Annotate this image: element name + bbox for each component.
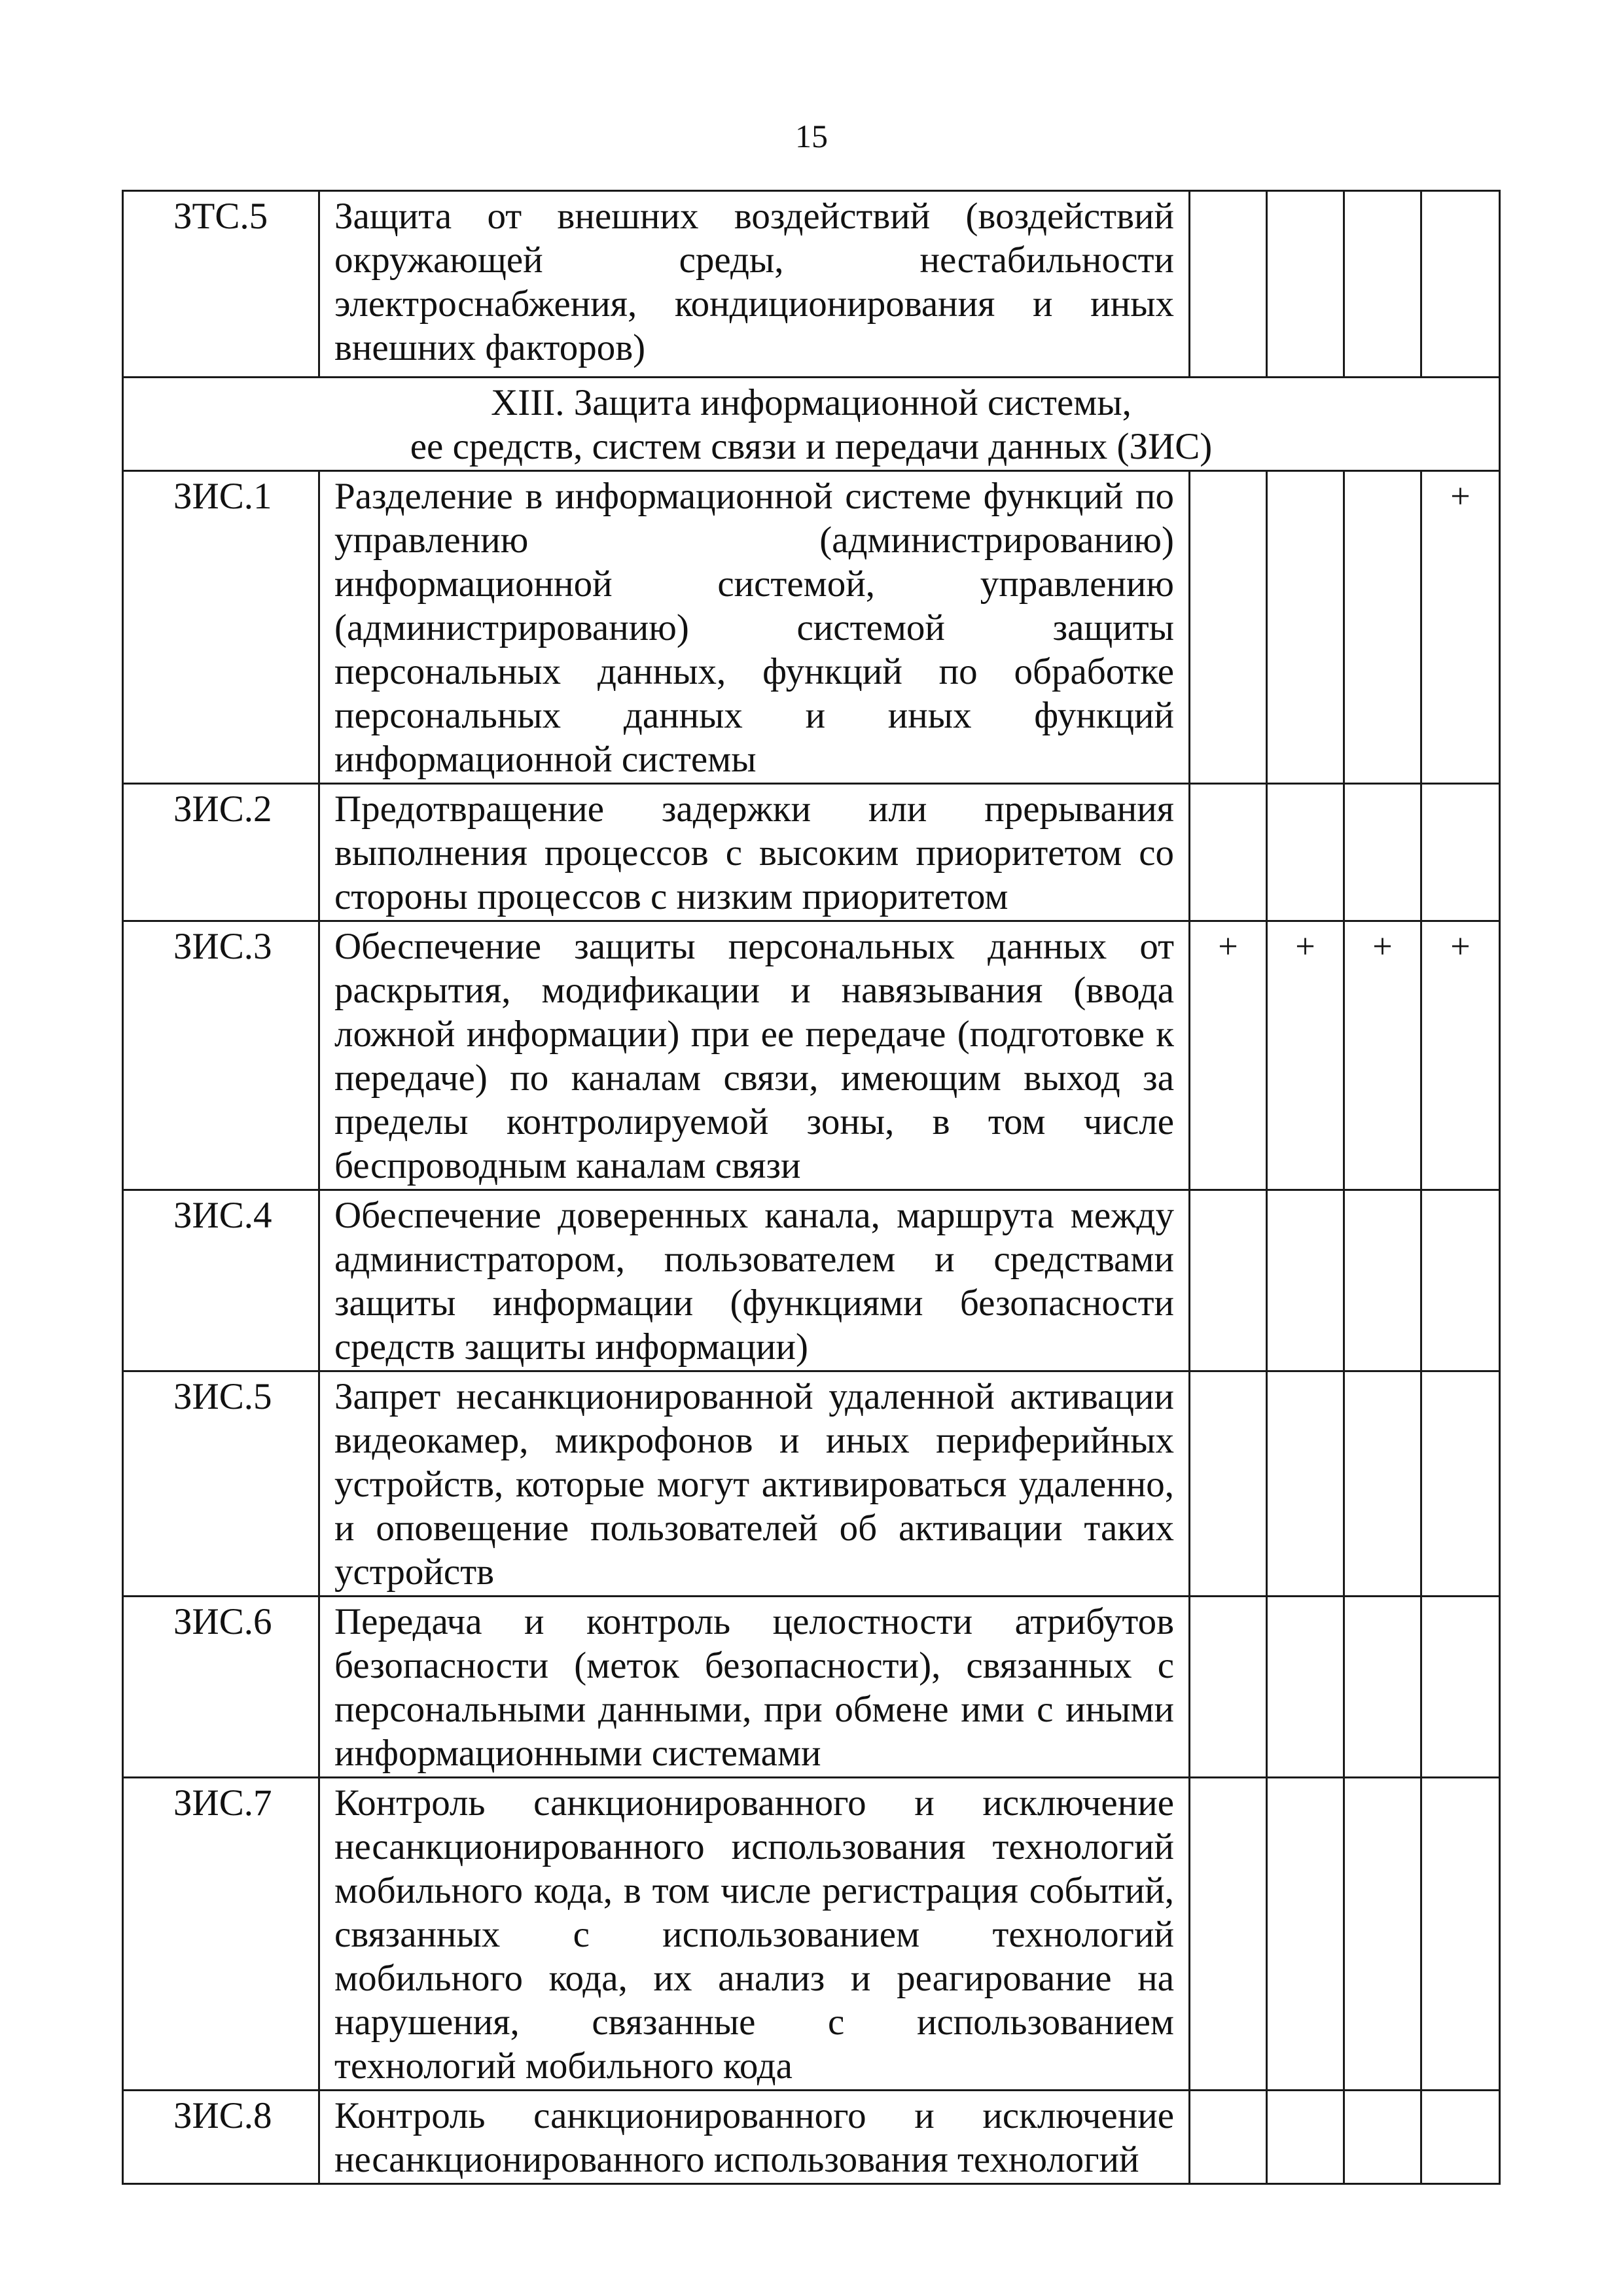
level-mark-3 (1344, 1778, 1421, 2091)
level-mark-4 (1421, 2091, 1500, 2184)
level-mark-4 (1421, 1371, 1500, 1597)
level-mark-4: + (1421, 471, 1500, 784)
table-row (123, 471, 1500, 784)
level-mark-4: + (1421, 921, 1500, 1190)
level-mark-2 (1267, 1597, 1344, 1778)
measure-code: ЗИС.2 (123, 784, 319, 921)
measure-description: Защита от внешних воздействий (воздействий окружающей среды, нестабильности электроснабжения, кондиционирования и иных внешних факторов) (319, 191, 1190, 378)
measure-code: ЗИС.5 (123, 1371, 319, 1597)
measure-code: ЗИС.3 (123, 921, 319, 1190)
level-mark-3 (1344, 191, 1421, 378)
measure-code: ЗИС.1 (123, 471, 319, 784)
level-mark-2 (1267, 471, 1344, 784)
measure-code: ЗИС.4 (123, 1190, 319, 1371)
level-mark-2 (1267, 784, 1344, 921)
measure-description: Разделение в информационной системе функций по управлению (администрированию) информационной системой, управлению (администрированию) системой защиты персональных данных, функций по обработке персональных данных и иных функций информационной системы (319, 471, 1190, 784)
level-mark-2 (1267, 191, 1344, 378)
section-title-line1: XIII. Защита информационной системы, (491, 382, 1132, 423)
measure-code: ЗИС.6 (123, 1597, 319, 1778)
level-mark-4 (1421, 784, 1500, 921)
table-row (123, 1597, 1500, 1778)
level-mark-1 (1190, 1371, 1267, 1597)
measure-code: ЗТС.5 (123, 191, 319, 378)
level-mark-3 (1344, 2091, 1421, 2184)
level-mark-1 (1190, 471, 1267, 784)
level-mark-2 (1267, 1371, 1344, 1597)
level-mark-3 (1344, 784, 1421, 921)
level-mark-4 (1421, 1190, 1500, 1371)
level-mark-2 (1267, 2091, 1344, 2184)
measure-description: Контроль санкционированного и исключение несанкционированного использования технологий мобильного кода, в том числе регистрация событий, связанных с использованием технологий мобильного кода, их анализ и реагирование на нарушения, связанные с использованием технологий мобильного кода (319, 1778, 1190, 2091)
table-row (123, 191, 1500, 378)
level-mark-1 (1190, 1778, 1267, 2091)
measure-code: ЗИС.8 (123, 2091, 319, 2184)
table-row (123, 1371, 1500, 1597)
table-body (123, 191, 1500, 2184)
measure-description: Обеспечение защиты персональных данных от раскрытия, модификации и навязывания (ввода ложной информации) при ее передаче (подготовке к передаче) по каналам связи, имеющим выход за пределы контролируемой зоны, в том числе беспроводным каналам связи (319, 921, 1190, 1190)
level-mark-2 (1267, 1778, 1344, 2091)
measure-description: Контроль санкционированного и исключение несанкционированного использования технологий (319, 2091, 1190, 2184)
level-mark-3 (1344, 471, 1421, 784)
measure-description: Запрет несанкционированной удаленной активации видеокамер, микрофонов и иных периферийных устройств, которые могут активироваться удаленно, и оповещение пользователей об активации таких устройств (319, 1371, 1190, 1597)
level-mark-3: + (1344, 921, 1421, 1190)
section-title-line2: ее средств, систем связи и передачи данных (ЗИС) (410, 426, 1213, 467)
measure-description: Передача и контроль целостности атрибутов безопасности (меток безопасности), связанных с персональными данными, при обмене ими с иными информационными системами (319, 1597, 1190, 1778)
level-mark-1 (1190, 1190, 1267, 1371)
level-mark-1 (1190, 1597, 1267, 1778)
level-mark-2 (1267, 1190, 1344, 1371)
security-measures-table (122, 190, 1501, 2185)
table-row (123, 1190, 1500, 1371)
table-row (123, 784, 1500, 921)
level-mark-4 (1421, 1597, 1500, 1778)
level-mark-4 (1421, 1778, 1500, 2091)
measure-code: ЗИС.7 (123, 1778, 319, 2091)
section-title (123, 378, 1500, 471)
level-mark-3 (1344, 1190, 1421, 1371)
level-mark-1 (1190, 191, 1267, 378)
level-mark-1 (1190, 2091, 1267, 2184)
table-row (123, 1778, 1500, 2091)
measure-description: Обеспечение доверенных канала, маршрута между администратором, пользователем и средствами защиты информации (функциями безопасности средств защиты информации) (319, 1190, 1190, 1371)
page-number: 15 (795, 118, 828, 154)
level-mark-4 (1421, 191, 1500, 378)
level-mark-3 (1344, 1597, 1421, 1778)
level-mark-3 (1344, 1371, 1421, 1597)
section-header-row (123, 378, 1500, 471)
measure-description: Предотвращение задержки или прерывания выполнения процессов с высоким приоритетом со стороны процессов с низким приоритетом (319, 784, 1190, 921)
table-row (123, 2091, 1500, 2184)
level-mark-1: + (1190, 921, 1267, 1190)
level-mark-1 (1190, 784, 1267, 921)
table-row (123, 921, 1500, 1190)
level-mark-2: + (1267, 921, 1344, 1190)
